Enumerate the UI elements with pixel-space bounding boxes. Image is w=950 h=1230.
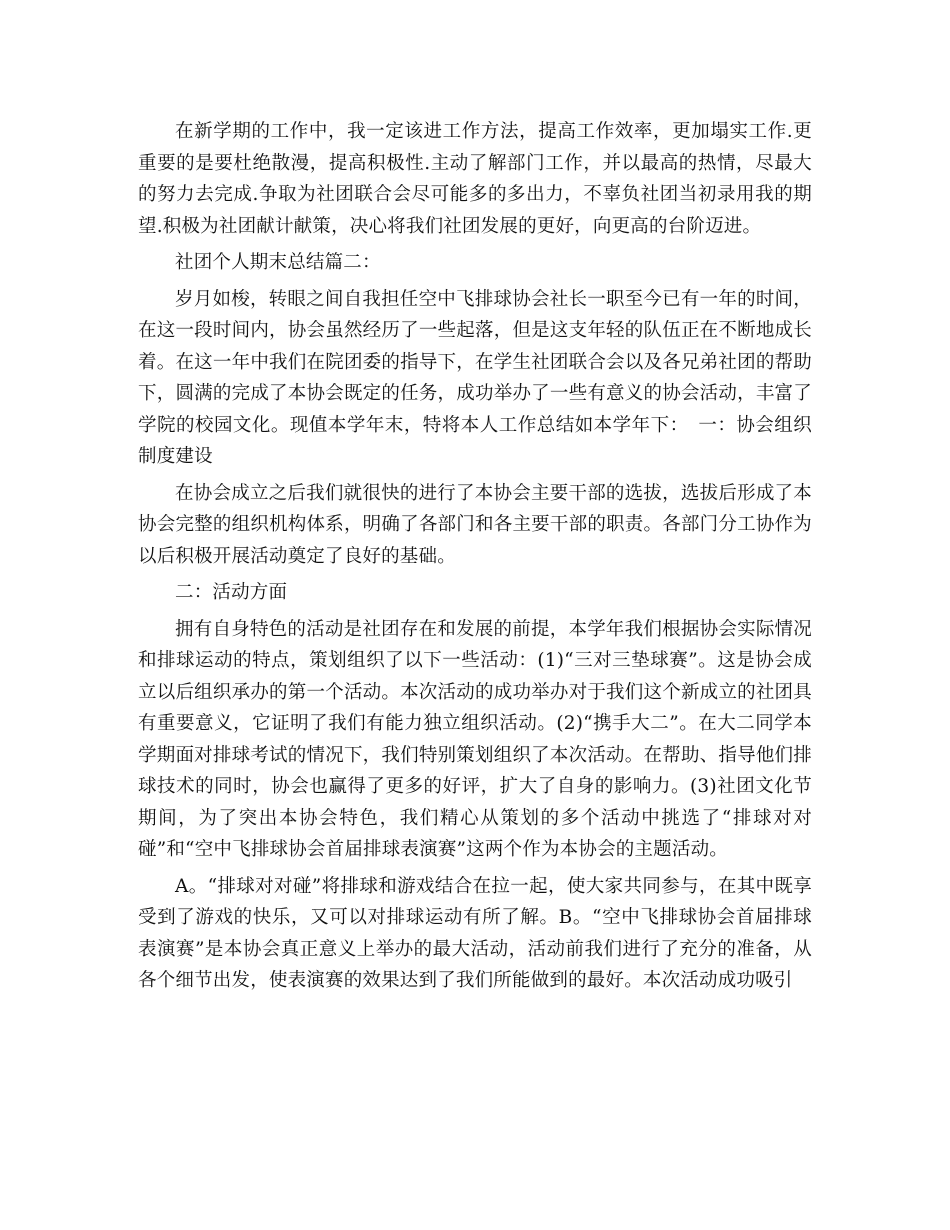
paragraph-new-semester-plan: 在新学期的工作中，我一定该进工作方法，提高工作效率，更加塌实工作.更重要的是要杜绝散漫，提高积极性.主动了解部门工作，并以最高的热情，尽最大的努力去完成.争取为社团联合会尽可能多的多出力，不辜负社团当初录用我的期望.积极为社团献计献策，决心将我们社团发展的更好，向更高的台阶迈进。 bbox=[138, 121, 812, 237]
paragraph-activity-details: A。“排球对对碰”将排球和游戏结合在拉一起，使大家共同参与，在其中既享受到了游戏的快乐，又可以对排球运动有所了解。B。“空中飞排球协会首届排球表演赛”是本协会真正意义上举办的最大活动，活动前我们进行了充分的准备，从各个细节出发，使表演赛的效果达到了我们所能做到的最好。本次活动成功吸引 bbox=[138, 875, 812, 991]
section-heading-activities: 二：活动方面 bbox=[175, 582, 288, 603]
paragraph-organization-building: 在协会成立之后我们就很快的进行了本协会主要干部的选拔，选拔后形成了本协会完整的组织机构体系，明确了各部门和各主要干部的职责。各部门分工协作为以后积极开展活动奠定了良好的基础。 bbox=[138, 482, 812, 567]
paragraph-year-review: 岁月如梭，转眼之间自我担任空中飞排球协会社长一职至今已有一年的时间，在这一段时间内，协会虽然经历了一些起落，但是这支年轻的队伍正在不断地成长着。在这一年中我们在院团委的指导下，在学生社团联合会以及各兄弟社团的帮助下，圆满的完成了本协会既定的任务，成功举办了一些有意义的协会活动，丰富了学院的校园文化。现值本学年末，特将本人工作总结如本学年下： 一：协会组织制度建设 bbox=[138, 288, 812, 467]
section-heading-part-two: 社团个人期末总结篇二： bbox=[175, 252, 381, 273]
document-body bbox=[138, 116, 812, 1002]
paragraph-activities-list: 拥有自身特色的活动是社团存在和发展的前提，本学年我们根据协会实际情况和排球运动的特点，策划组织了以下一些活动：(1)“三对三垫球赛”。这是协会成立以后组织承办的第一个活动。本次活动的成功举办对于我们这个新成立的社团具有重要意义，它证明了我们有能力独立组织活动。(2)“携手大二”。在大二同学本学期面对排球考试的情况下，我们特别策划组织了本次活动。在帮助、指导他们排球技术的同时，协会也赢得了更多的好评，扩大了自身的影响力。(3)社团文化节期间，为了突出本协会特色，我们精心从策划的多个活动中挑选了“排球对对碰”和“空中飞排球协会首届排球表演赛”这两个作为本协会的主题活动。 bbox=[138, 618, 812, 860]
